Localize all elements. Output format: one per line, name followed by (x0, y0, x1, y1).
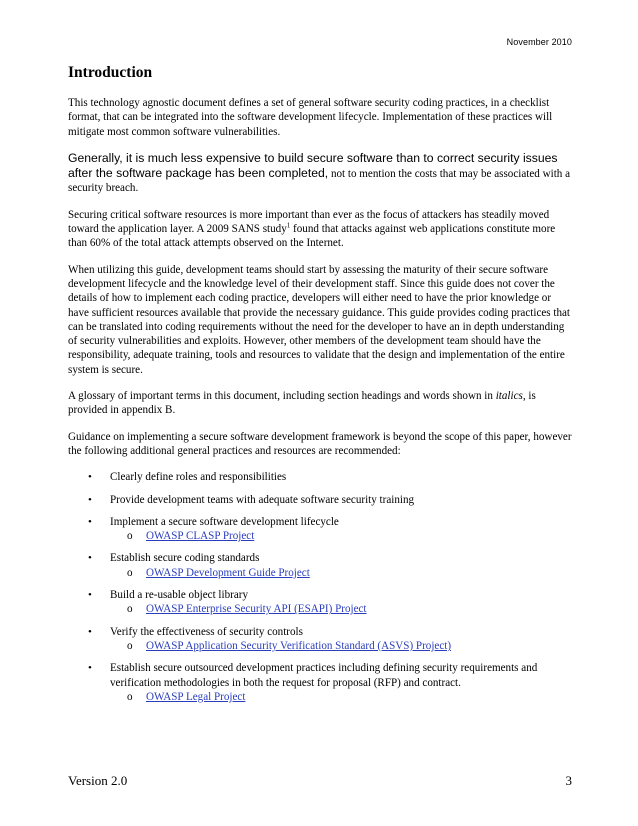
paragraph-sans-study (68, 208, 574, 251)
paragraph-intro: This technology agnostic document defines a set of general software security coding practices, in a checklist format, that can be integrated into the software development lifecycle. Implementation of these practices will mitigate most common software vulnerabilities. (68, 97, 553, 138)
recommendations-list (68, 470, 574, 704)
list-item-text: Establish secure coding standards (110, 552, 260, 565)
paragraph-glossary-b: , is provided in appendix B. (68, 390, 536, 417)
owasp-esapi-link[interactable]: OWASP Enterprise Security API (ESAPI) Project (146, 603, 367, 616)
list-item (68, 625, 574, 654)
sub-bullet-icon: o (127, 639, 133, 652)
list-item-text: Verify the effectiveness of security controls (110, 625, 303, 638)
bullet-icon: • (88, 552, 92, 565)
paragraph-glossary (68, 389, 574, 418)
paragraph-utilizing: When utilizing this guide, development teams should start by assessing the maturity of their secure software development lifecycle and the knowledge level of their development staff. Since this guide does not cover the details of how to implement each coding practice, developers will either need to have the prior knowledge or have sufficient resources available that provide the necessary guidance. This guide provides coding practices that can be translated into coding requirements without the need for the developer to have an in depth understanding of security vulnerabilities and exploits. However, other members of the development team should have the responsibility, adequate training, tools and resources to validate that the design and implementation of the entire system is secure. (68, 263, 571, 376)
sub-bullet-icon: o (127, 603, 133, 616)
bullet-icon: • (88, 589, 92, 602)
footnote-ref: 1 (286, 221, 291, 230)
paragraph-cost-highlight: Generally, it is much less expensive to build secure software than to correct security issues after the software package has been completed, (68, 150, 558, 181)
owasp-dev-guide-link[interactable]: OWASP Development Guide Project (146, 566, 310, 579)
list-item-text: Build a re-usable object library (110, 589, 249, 602)
paragraph-sans-study-a: Securing critical software resources is more important than ever as the focus of attackers has steadily moved toward the application layer. A 2009 SANS study (68, 208, 550, 236)
list-item (68, 470, 574, 484)
list-item (68, 661, 574, 704)
paragraph-cost (68, 151, 574, 196)
owasp-clasp-link[interactable]: OWASP CLASP Project (146, 530, 255, 543)
owasp-asvs-link[interactable]: OWASP Application Security Verification Standard (ASVS) Project) (146, 639, 452, 652)
section-title: Introduction (68, 64, 153, 81)
sub-bullet-icon: o (127, 530, 133, 543)
bullet-icon: • (88, 471, 92, 484)
page-number: 3 (565, 773, 572, 788)
sub-bullet-icon: o (127, 566, 133, 579)
sub-bullet-icon: o (127, 690, 133, 703)
paragraph-sans-study-b: found that attacks against web applications constitute more than 60% of the total attack attempts observed on the Internet. (68, 223, 556, 250)
bullet-icon: • (88, 493, 92, 506)
list-item-text: Clearly define roles and responsibilities (110, 471, 287, 484)
list-item (68, 551, 574, 580)
list-item-text: Implement a secure software development lifecycle (110, 515, 339, 528)
list-item-text: Establish secure outsourced development practices including defining security requirements and verification methodologies in both the request for proposal (RFP) and contract. (110, 662, 538, 689)
bullet-icon: • (88, 662, 92, 675)
footer-version: Version 2.0 (68, 773, 128, 788)
sub-list-item (68, 566, 574, 580)
paragraph-glossary-italic: italics (495, 390, 523, 403)
sub-list-item (68, 639, 574, 653)
header-date: November 2010 (506, 37, 572, 47)
owasp-legal-link[interactable]: OWASP Legal Project (146, 690, 246, 703)
list-item (68, 515, 574, 544)
sub-list-item (68, 602, 574, 616)
sub-list-item (68, 690, 574, 704)
sub-list-item (68, 529, 574, 543)
paragraph-guidance: Guidance on implementing a secure software development framework is beyond the scope of this paper, however the following additional general practices and resources are recommended: (68, 430, 572, 457)
bullet-icon: • (88, 515, 92, 528)
page-content (68, 60, 574, 712)
paragraph-cost-rest: not to mention the costs that may be associated with a security breach. (68, 168, 571, 195)
list-item (68, 493, 574, 507)
bullet-icon: • (88, 625, 92, 638)
list-item (68, 588, 574, 617)
list-item-text: Provide development teams with adequate software security training (110, 493, 415, 506)
paragraph-glossary-a: A glossary of important terms in this document, including section headings and words shown in (68, 390, 496, 403)
